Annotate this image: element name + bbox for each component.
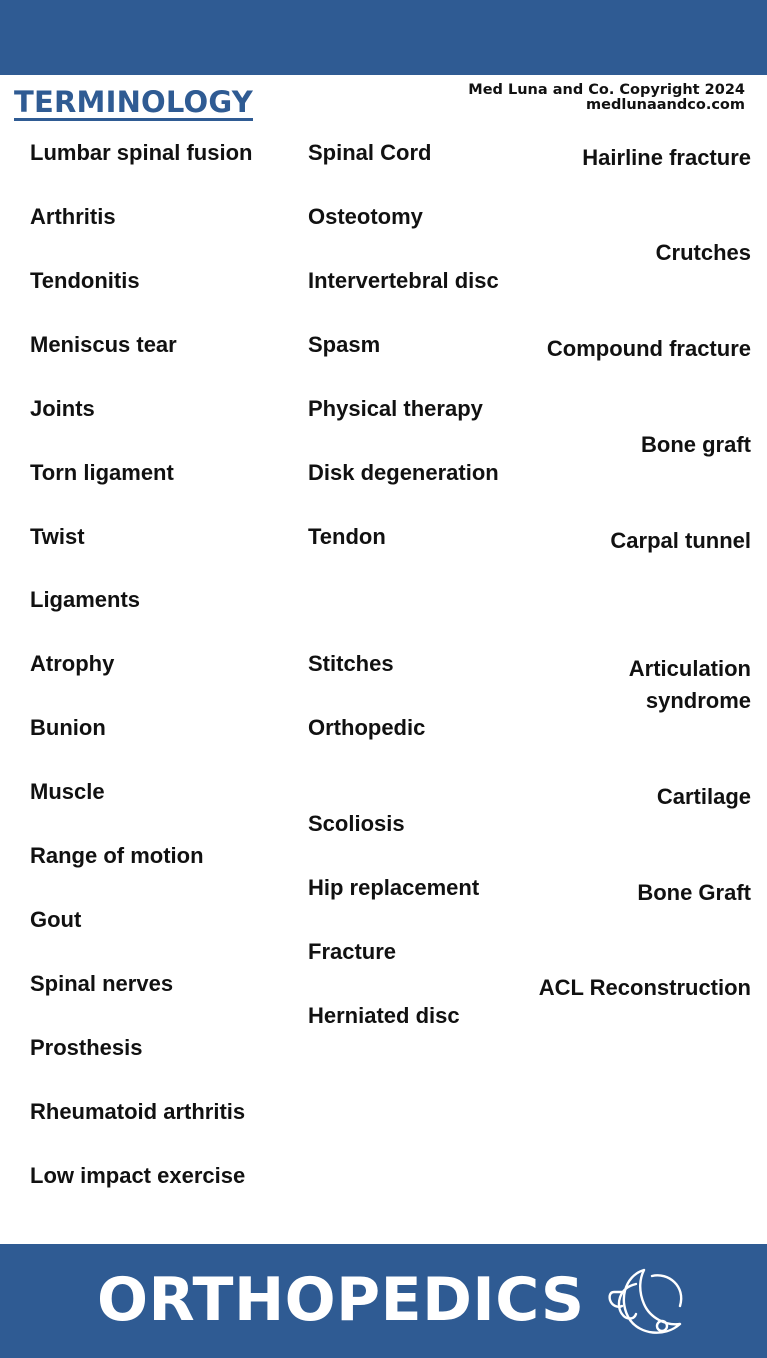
term-stitches: Stitches [308,651,394,676]
term-bone-graft: Bone graft [641,432,751,457]
term-spasm: Spasm [308,332,381,357]
term-lumbar-spinal-fusion: Lumbar spinal fusion [30,140,253,165]
copyright-line: Med Luna and Co. Copyright 2024 [468,82,745,98]
term-low-impact-exercise: Low impact exercise [30,1163,246,1188]
term-compound-fracture: Compound fracture [546,336,751,361]
term-physical-therapy: Physical therapy [308,396,483,421]
term-bone-graft-2: Bone Graft [637,880,751,905]
top-banner [0,0,767,75]
term-gout: Gout [30,907,82,932]
term-intervertebral-disc: Intervertebral disc [308,268,499,293]
moon-stethoscope-icon [606,1262,692,1342]
term-spinal-cord: Spinal Cord [308,140,432,165]
term-ligaments: Ligaments [30,587,141,612]
term-muscle: Muscle [30,779,105,804]
website-url: medlunaandco.com [586,97,745,113]
term-hip-replacement: Hip replacement [308,875,480,900]
term-acl-reconstruction: ACL Reconstruction [538,975,751,1000]
term-arthritis: Arthritis [30,204,116,229]
term-meniscus-tear: Meniscus tear [30,332,177,357]
term-tendonitis: Tendonitis [30,268,140,293]
term-scoliosis: Scoliosis [308,811,405,836]
term-orthopedic: Orthopedic [308,715,426,740]
term-cartilage: Cartilage [656,784,751,809]
term-rheumatoid-arthritis: Rheumatoid arthritis [30,1099,246,1124]
term-herniated-disc: Herniated disc [308,1003,460,1028]
term-spinal-nerves: Spinal nerves [30,971,174,996]
term-hairline-fracture: Hairline fracture [582,145,751,170]
term-disk-degeneration: Disk degeneration [308,460,499,485]
term-atrophy: Atrophy [30,651,115,676]
term-syndrome: syndrome [645,688,751,713]
term-osteotomy: Osteotomy [308,204,423,229]
term-carpal-tunnel: Carpal tunnel [610,528,751,553]
term-articulation: Articulation [628,656,751,681]
term-fracture: Fracture [308,939,397,964]
term-crutches: Crutches [655,240,751,265]
copyright-notice [468,83,745,113]
term-twist: Twist [30,524,85,549]
footer-title: ORTHOPEDICS [97,1265,585,1335]
term-bunion: Bunion [30,715,106,740]
term-range-of-motion: Range of motion [30,843,204,868]
section-heading: TERMINOLOGY [14,85,253,119]
term-tendon: Tendon [308,524,386,549]
term-joints: Joints [30,396,95,421]
term-prosthesis: Prosthesis [30,1035,143,1060]
term-torn-ligament: Torn ligament [30,460,174,485]
